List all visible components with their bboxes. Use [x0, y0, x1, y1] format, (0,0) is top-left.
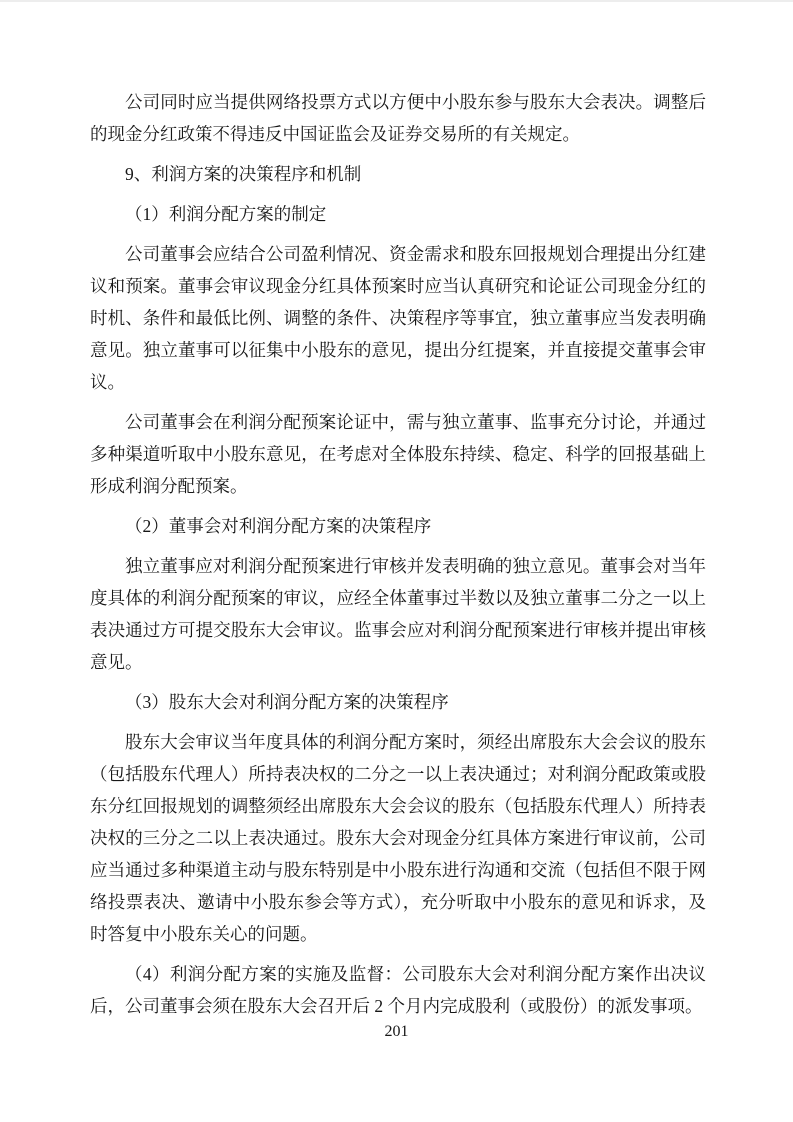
- document-body: [90, 86, 706, 1030]
- section-heading: （1）利润分配方案的制定: [125, 204, 327, 224]
- body-paragraph: 公司同时应当提供网络投票方式以方便中小股东参与股东大会表决。调整后的现金分红政策不得违反中国证监会及证券交易所的有关规定。: [90, 92, 706, 144]
- body-paragraph: 公司董事会应结合公司盈利情况、资金需求和股东回报规划合理提出分红建议和预案。董事会审议现金分红具体预案时应当认真研究和论证公司现金分红的时机、条件和最低比例、调整的条件、决策程序等事宜，独立董事应当发表明确意见。独立董事可以征集中小股东的意见，提出分红提案，并直接提交董事会审议。: [90, 244, 706, 392]
- page-number: 201: [384, 1023, 409, 1040]
- section-heading: 9、利润方案的决策程序和机制: [125, 164, 362, 184]
- section-heading: （3）股东大会对利润分配方案的决策程序: [125, 692, 449, 712]
- body-paragraph: （4）利润分配方案的实施及监督：公司股东大会对利润分配方案作出决议后，公司董事会须在股东大会召开后 2 个月内完成股利（或股份）的派发事项。: [90, 964, 706, 1016]
- section-heading: （2）董事会对利润分配方案的决策程序: [125, 516, 432, 536]
- body-paragraph: 股东大会审议当年度具体的利润分配方案时，须经出席股东大会会议的股东（包括股东代理人）所持表决权的二分之一以上表决通过；对利润分配政策或股东分红回报规划的调整须经出席股东大会会议的股东（包括股东代理人）所持表决权的三分之二以上表决通过。股东大会对现金分红具体方案进行审议前，公司应当通过多种渠道主动与股东特别是中小股东进行沟通和交流（包括但不限于网络投票表决、邀请中小股东参会等方式），充分听取中小股东的意见和诉求，及时答复中小股东关心的问题。: [90, 732, 706, 944]
- body-paragraph: 公司董事会在利润分配预案论证中，需与独立董事、监事充分讨论，并通过多种渠道听取中小股东意见，在考虑对全体股东持续、稳定、科学的回报基础上形成利润分配预案。: [90, 412, 706, 496]
- body-paragraph: 独立董事应对利润分配预案进行审核并发表明确的独立意见。董事会对当年度具体的利润分配预案的审议，应经全体董事过半数以及独立董事二分之一以上表决通过方可提交股东大会审议。监事会应对利润分配预案进行审核并提出审核意见。: [90, 556, 706, 672]
